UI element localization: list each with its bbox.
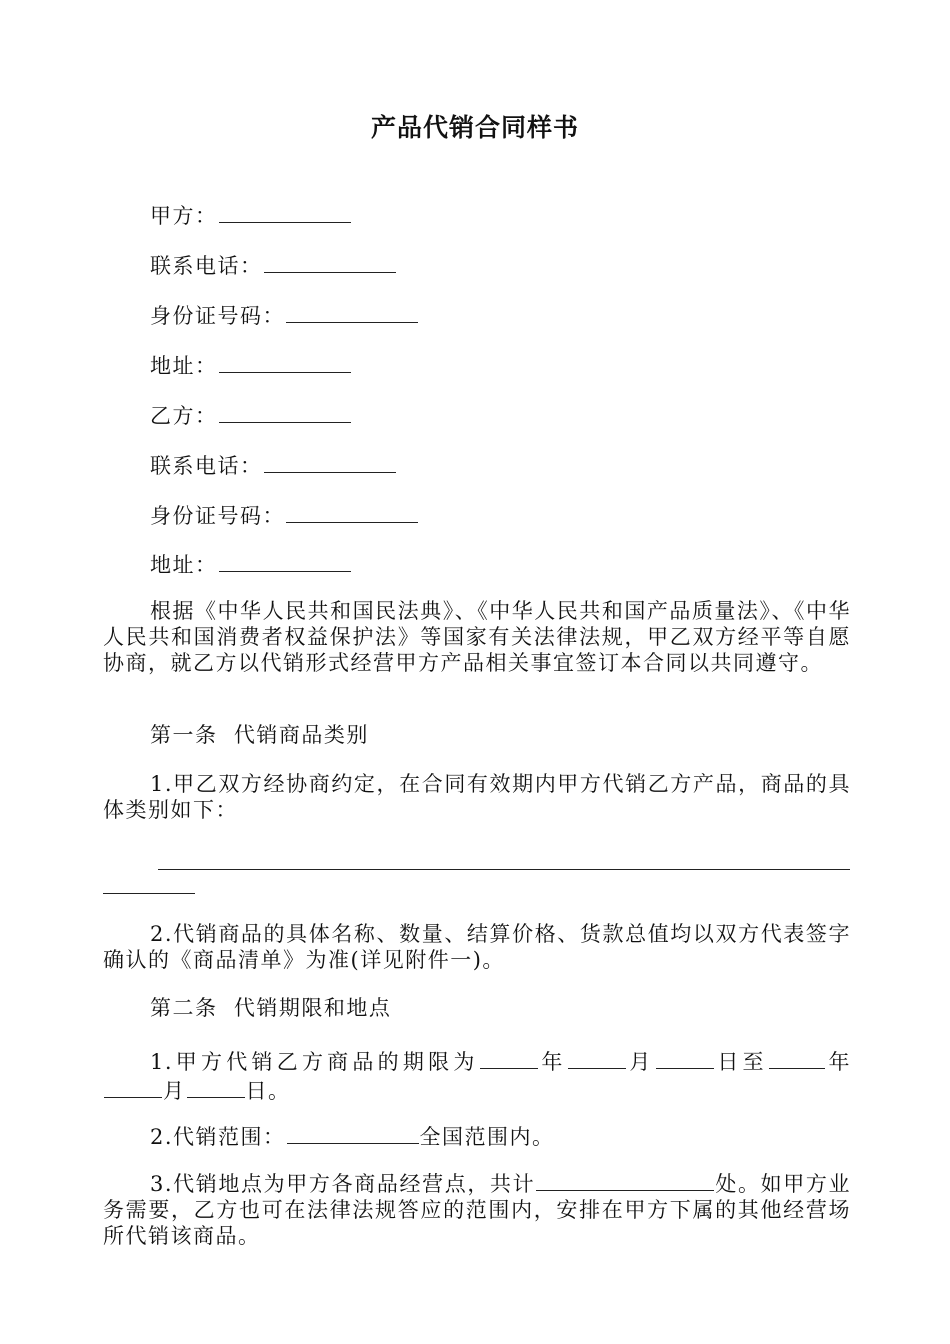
article-1-item-2: 2.代销商品的具体名称、数量、结算价格、货款总值均以双方代表签字确认的《商品清单》为准(详见附件一)。 — [103, 922, 851, 972]
end-year-blank — [769, 1046, 825, 1069]
party-a-phone-label: 联系电话： — [150, 254, 263, 278]
party-a-name-line — [150, 200, 352, 229]
party-b-name-blank — [219, 400, 351, 423]
end-year-blank-2 — [104, 1075, 162, 1098]
article-2-item-2 — [150, 1121, 555, 1150]
article-2-heading: 第二条 代销期限和地点 — [150, 996, 392, 1020]
start-year-blank — [480, 1046, 538, 1069]
party-a-id-blank — [286, 300, 418, 323]
party-a-phone-blank — [264, 250, 396, 273]
party-a-id-line — [150, 300, 419, 329]
party-a-id-label: 身份证号码： — [150, 304, 285, 328]
article-1-item-1: 1.甲乙双方经协商约定，在合同有效期内甲方代销乙方产品，商品的具体类别如下： — [103, 772, 851, 822]
document-title: 产品代销合同样书 — [370, 113, 579, 142]
location-text-b: 处。如甲方业务需要，乙方也可在法律法规答应的范围内，安排在甲方下属的其他经营场所代销该商品。 — [103, 1172, 851, 1248]
party-b-name-line — [150, 400, 352, 429]
party-a-name-label: 甲方： — [150, 204, 218, 228]
party-a-address-label: 地址： — [150, 354, 218, 378]
article-2-item-1 — [103, 1046, 851, 1104]
preamble-paragraph: 根据《中华人民共和国民法典》、《中华人民共和国产品质量法》、《中华人民共和国消费者权益保护法》等国家有关法律法规，甲乙双方经平等自愿协商，就乙方以代销形式经营甲方产品相关事宜签订本合同以共同遵守。 — [103, 599, 851, 675]
start-day-blank — [656, 1046, 714, 1069]
end-day-label: 日。 — [245, 1079, 291, 1103]
party-b-address-line — [150, 549, 352, 578]
scope-text: 全国范围内。 — [419, 1125, 555, 1149]
scope-blank — [287, 1121, 419, 1144]
end-month-label: 月 — [163, 1079, 186, 1103]
period-text: 1.甲方代销乙方商品的期限为 — [150, 1050, 479, 1074]
party-b-phone-blank — [264, 450, 396, 473]
party-b-id-line — [150, 500, 419, 529]
party-a-name-blank — [219, 200, 351, 223]
category-blank-line-1 — [158, 869, 850, 870]
start-day-label: 日至 — [714, 1050, 768, 1074]
location-count-blank — [536, 1168, 714, 1191]
article-2-item-3 — [103, 1168, 851, 1249]
party-b-id-label: 身份证号码： — [150, 504, 285, 528]
party-b-name-label: 乙方： — [150, 404, 218, 428]
end-day-blank — [187, 1075, 245, 1098]
party-b-phone-label: 联系电话： — [150, 454, 263, 478]
party-b-address-label: 地址： — [150, 553, 218, 577]
party-b-id-blank — [286, 500, 418, 523]
party-a-phone-line — [150, 250, 397, 279]
category-blank-line-2 — [103, 893, 195, 894]
start-month-blank — [568, 1046, 626, 1069]
party-a-address-blank — [219, 350, 351, 373]
location-text-a: 3.代销地点为甲方各商品经营点，共计 — [150, 1172, 536, 1196]
scope-label: 2.代销范围： — [150, 1125, 286, 1149]
start-month-label: 月 — [626, 1050, 655, 1074]
article-1-heading: 第一条 代销商品类别 — [150, 723, 369, 747]
end-year-label: 年 — [825, 1050, 852, 1074]
party-b-phone-line — [150, 450, 397, 479]
start-year-label: 年 — [538, 1050, 567, 1074]
party-b-address-blank — [219, 549, 351, 572]
party-a-address-line — [150, 350, 352, 379]
